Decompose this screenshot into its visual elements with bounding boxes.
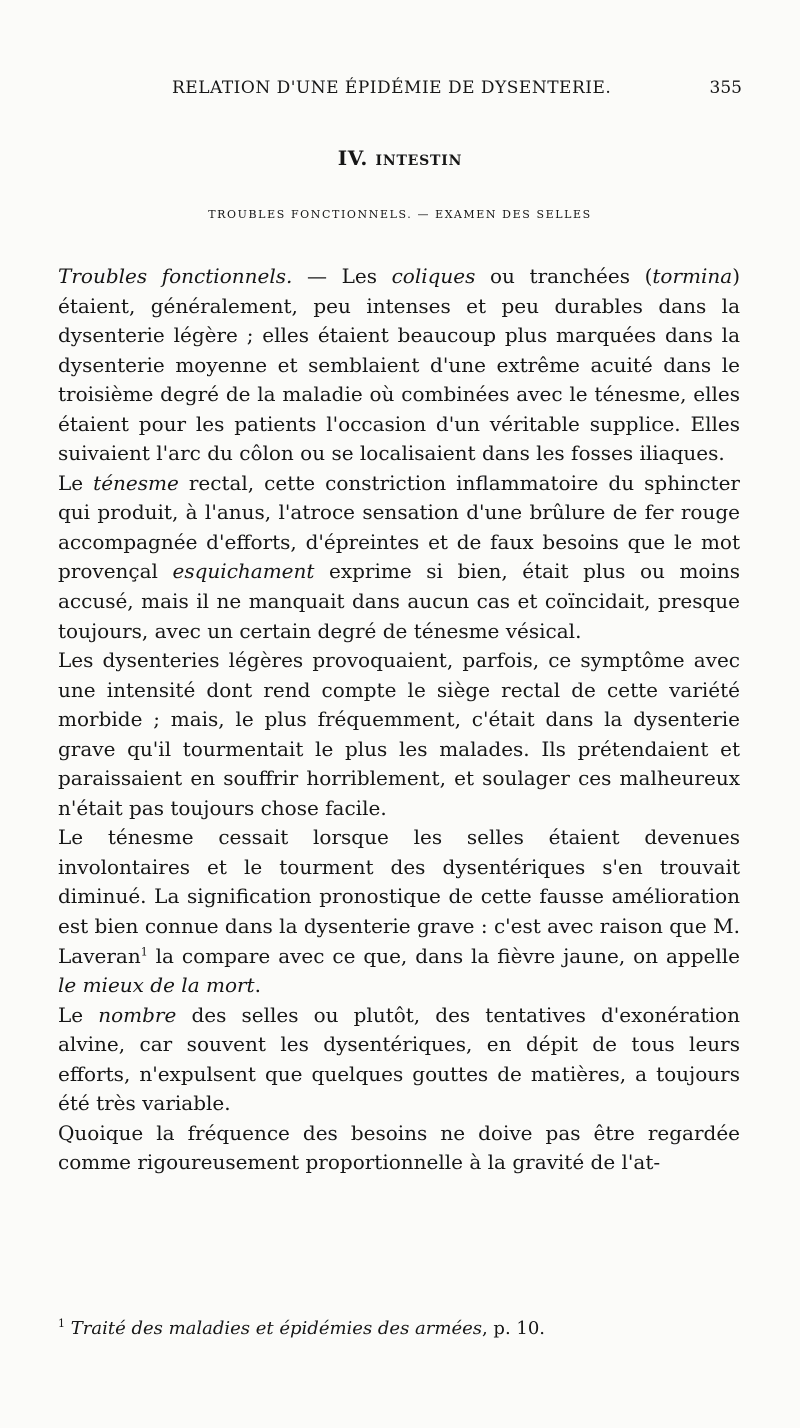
footnote-ref: , p. 10. xyxy=(481,1318,546,1339)
subheading: TROUBLES FONCTIONNELS. — EXAMEN DES SELLES xyxy=(208,208,592,221)
section-title: INTESTIN xyxy=(375,153,463,169)
text-run: rectal, cette constriction inflammatoire du sphincter qui produit, à l'anus, l'atroce sensation d'une brûlure de fer rouge accompagnée d'efforts, d'épreintes et de faux besoins que le mot provençal xyxy=(58,470,740,584)
text-run: Le xyxy=(58,470,94,495)
paragraph: Quoique la fréquence des besoins ne doive pas être regardée comme rigoureusement proportionnelle à la gravité de l'at- xyxy=(58,1120,740,1175)
text-run: la compare avec ce que, dans la fièvre jaune, on appelle xyxy=(147,943,740,968)
paragraph xyxy=(58,262,740,469)
paragraph xyxy=(58,469,740,646)
running-head xyxy=(52,78,742,102)
text-run: . xyxy=(254,973,261,998)
text-run: — Les xyxy=(292,264,392,288)
running-head-title: RELATION D'UNE ÉPIDÉMIE DE DYSENTERIE. xyxy=(172,78,612,98)
section-heading xyxy=(0,146,800,170)
footnote-mark: 1 xyxy=(58,1317,65,1330)
text-run-italic: nombre xyxy=(98,1002,177,1027)
paragraph xyxy=(58,1001,740,1119)
text-run: Le xyxy=(58,1002,99,1027)
body-text xyxy=(58,262,740,1178)
page-number: 355 xyxy=(709,78,742,98)
paragraph-lead: Troubles fonctionnels. xyxy=(58,264,293,288)
text-run: ) étaient, généralement, peu intenses et peu durables dans la dysenterie légère ; elles étaient beaucoup plus marquées dans la dysenterie moyenne et semblaient d'une extrême acuité dans le troisième degré de la maladie où combinées avec le ténesme, elles étaient pour les patients l'occasion d'un véritable supplice. Elles suivaient l'arc du côlon ou se localisaient dans les fosses iliaques. xyxy=(58,264,741,466)
text-run-italic: le mieux de la mort xyxy=(58,973,255,998)
text-run: ou tranchées ( xyxy=(475,264,653,288)
paragraph: Les dysenteries légères provoquaient, parfois, ce symptôme avec une intensité dont rend compte le siège rectal de cette variété morbide ; mais, le plus fréquemment, c'était dans la dysenterie grave qu'il tourmentait le plus les malades. Ils prétendaient et paraissaient en souffrir horriblement, et soulager ces malheureux n'était pas toujours chose facile. xyxy=(58,648,740,820)
footnote-reference[interactable]: 1 xyxy=(140,944,148,958)
text-run-italic: coliques xyxy=(391,264,476,288)
text-run-italic: tormina xyxy=(652,264,733,288)
text-run: exprime si bien, était plus ou moins accusé, mais il ne manquait dans aucun cas et coïncidait, presque toujours, avec un certain degré de ténesme vésical. xyxy=(58,559,740,643)
paragraph xyxy=(58,823,740,1000)
section-numeral: IV. xyxy=(337,146,368,170)
footnote xyxy=(58,1318,740,1339)
text-run-italic: esquichament xyxy=(172,559,315,584)
text-run-italic: ténesme xyxy=(93,470,179,495)
footnote-title: Traité des maladies et épidémies des armées xyxy=(70,1318,482,1339)
text-run: Le ténesme cessait lorsque les selles étaient devenues involontaires et le tourment des dysentériques s'en trouvait diminué. La signification pronostique de cette fausse amélioration est bien connue dans la dysenterie grave : c'est avec raison que M. Laveran xyxy=(58,825,740,968)
text-run: des selles ou plutôt, des tentatives d'exonération alvine, car souvent les dysentériques, en dépit de tous leurs efforts, n'expulsent que quelques gouttes de matières, a toujours été très variable. xyxy=(58,1002,740,1116)
